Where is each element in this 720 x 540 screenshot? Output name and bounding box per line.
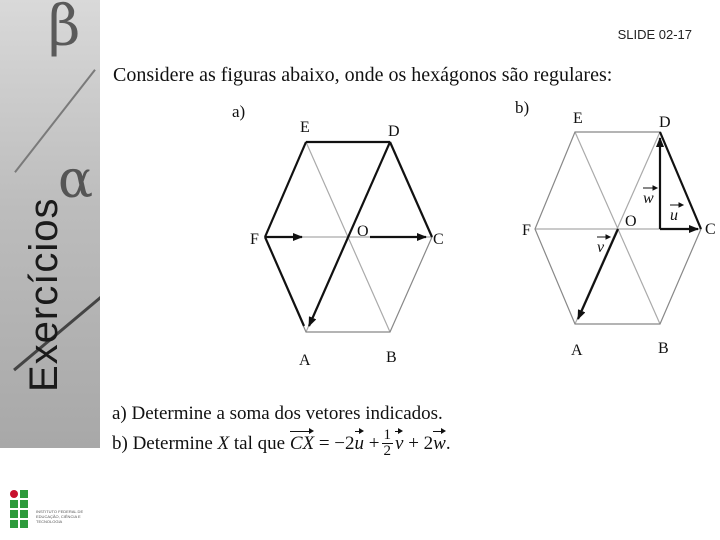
point-a-label: A (571, 342, 583, 359)
section-title: Exercícios (22, 197, 66, 392)
figure-a-label: a) (232, 102, 246, 121)
side-banner (0, 0, 100, 448)
figure-b-label: b) (515, 98, 530, 117)
segment-dc (660, 132, 701, 229)
equals-minus-two: = −2 (318, 432, 355, 454)
question-b-prefix: b) Determine (112, 432, 213, 454)
vector-v-term: v (395, 430, 403, 458)
vector-w-term: w (433, 430, 446, 458)
alpha-glyph-decoration: α (58, 150, 94, 210)
point-c-label: C (705, 221, 716, 238)
point-o-label: O (357, 223, 369, 240)
point-b-label: B (658, 340, 669, 357)
point-e-label: E (300, 119, 310, 136)
point-f-label: F (522, 222, 531, 239)
point-d-label: D (388, 123, 400, 140)
beta-glyph-decoration: β (48, 0, 81, 59)
vector-v-label: v (597, 239, 605, 256)
variable-x: X (217, 432, 230, 454)
questions-block (112, 400, 451, 459)
fraction-denominator: 2 (383, 443, 391, 459)
vector-ef (265, 142, 306, 237)
institution-logo (10, 490, 32, 530)
hexagon-a-vectors (265, 142, 432, 326)
point-e-label: E (573, 110, 583, 127)
point-o-label: O (625, 213, 637, 230)
plus-two: + 2 (408, 432, 434, 454)
hexagon-b-vectors (578, 132, 701, 319)
vector-cx: CX (290, 430, 314, 458)
period: . (445, 432, 451, 454)
hexagon-figure-b (515, 105, 720, 365)
institution-name: INSTITUTO FEDERAL DE EDUCAÇÃO, CIÊNCIA E TECNOLOGIA (36, 509, 84, 524)
fraction-numerator: 1 (383, 427, 391, 443)
vector-fa (265, 237, 304, 326)
question-b-mid: tal que (233, 432, 286, 454)
question-a: a) Determine a soma dos vetores indicados. (112, 403, 443, 424)
vector-da (309, 142, 390, 326)
fraction-one-half (382, 428, 394, 459)
point-b-label: B (386, 349, 397, 366)
point-c-label: C (433, 231, 444, 248)
vector-u-term: u (355, 430, 365, 458)
question-b (112, 428, 451, 459)
logo-red-dot (10, 490, 18, 498)
slide-number: SLIDE 02-17 (617, 27, 692, 42)
point-f-label: F (250, 231, 259, 248)
point-d-label: D (659, 114, 671, 131)
exercise-statement: Considere as figuras abaixo, onde os hexágonos são regulares: (113, 64, 613, 86)
vector-dc (390, 142, 432, 237)
hexagon-figure-a (240, 110, 460, 380)
vector-u-label: u (670, 207, 678, 224)
vector-w-label: w (643, 190, 654, 207)
plus-sign: + (368, 432, 380, 454)
point-a-label: A (299, 352, 311, 369)
